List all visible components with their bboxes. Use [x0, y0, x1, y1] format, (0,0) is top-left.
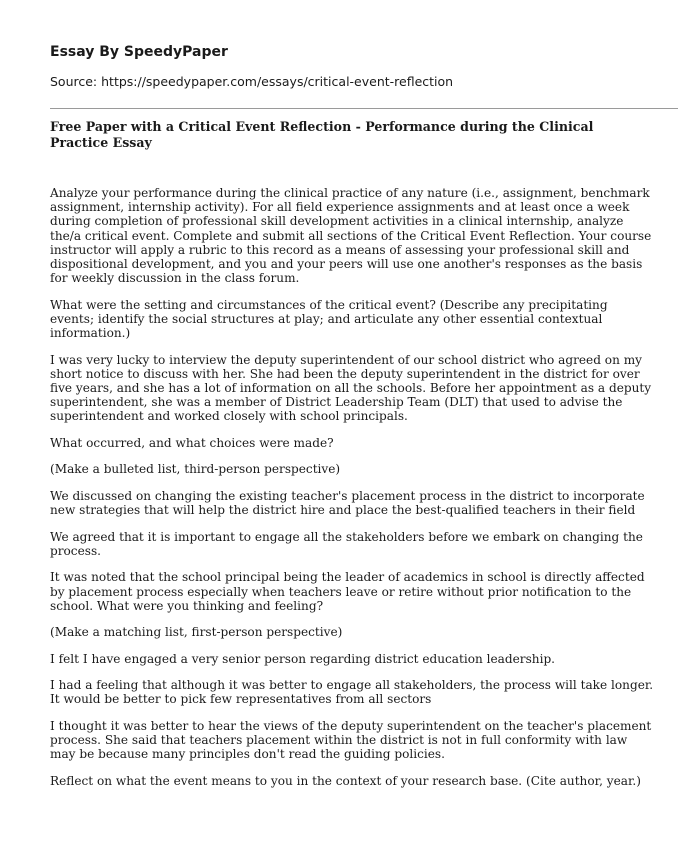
paragraph: I was very lucky to interview the deputy superintendent of our school district who agreed on my short notice to discuss with her. She had been the deputy superintendent in the district for over five years, and she has a lot of information on all the schools. Before her appointment as a deputy superintendent, she was a member of District Leadership Team (DLT) that used to advise the superintendent and worked closely with school principals.	[50, 352, 652, 424]
paragraph: Analyze your performance during the clinical practice of any nature (i.e., assignment, benchmark assignment, internship activity). For all field experience assignments and at least once a week during completion of professional skill development activities in a clinical internship, analyze the/a critical event. Complete and submit all sections of the Critical Event Reflection. Your course instructor will apply a rubric to this record as a means of assessing your professional skill and dispositional development, and you and your peers will use one another's responses as the basis for weekly discussion in the class forum.	[50, 186, 652, 286]
paragraph: We agreed that it is important to engage all the stakeholders before we embark on changing the process.	[50, 529, 643, 558]
paragraph: What occurred, and what choices were made?	[50, 435, 334, 450]
source-line: Source: https://speedypaper.com/essays/critical-event-reflection	[50, 74, 454, 89]
header-divider	[50, 108, 678, 109]
paragraph: We discussed on changing the existing teacher's placement process in the district to incorporate new strategies that will help the district hire and place the best-qualified teachers in their field	[50, 488, 645, 518]
paragraph: I had a feeling that although it was better to engage all stakeholders, the process will take longer. It would be better to pick few representatives from all sectors	[50, 678, 654, 707]
brand-title: Essay By SpeedyPaper	[50, 44, 228, 60]
paragraph: Reflect on what the event means to you in the context of your research base. (Cite author, year.)	[50, 773, 641, 788]
paragraph: It was noted that the school principal being the leader of academics in school is directly affected by placement process especially when teachers leave or retire without prior notification to the school. What were you thinking and feeling?	[50, 570, 645, 613]
essay-body	[50, 186, 654, 800]
paragraph: (Make a matching list, first-person perspective)	[50, 625, 343, 640]
paragraph: What were the setting and circumstances of the critical event? (Describe any precipitating events; identify the social structures at play; and articulate any other essential contextual information.)	[50, 297, 608, 341]
paragraph: I thought it was better to hear the views of the deputy superintendent on the teacher's placement process. She said that teachers placement within the district is not in full conformity with law may be because many principles don't read the guiding policies.	[50, 718, 652, 762]
paragraph: I felt I have engaged a very senior person regarding district education leadership.	[50, 651, 556, 666]
paragraph: (Make a bulleted list, third-person perspective)	[50, 462, 341, 477]
essay-title: Free Paper with a Critical Event Reflection - Performance during the Clinical Practice Essay	[50, 119, 594, 150]
